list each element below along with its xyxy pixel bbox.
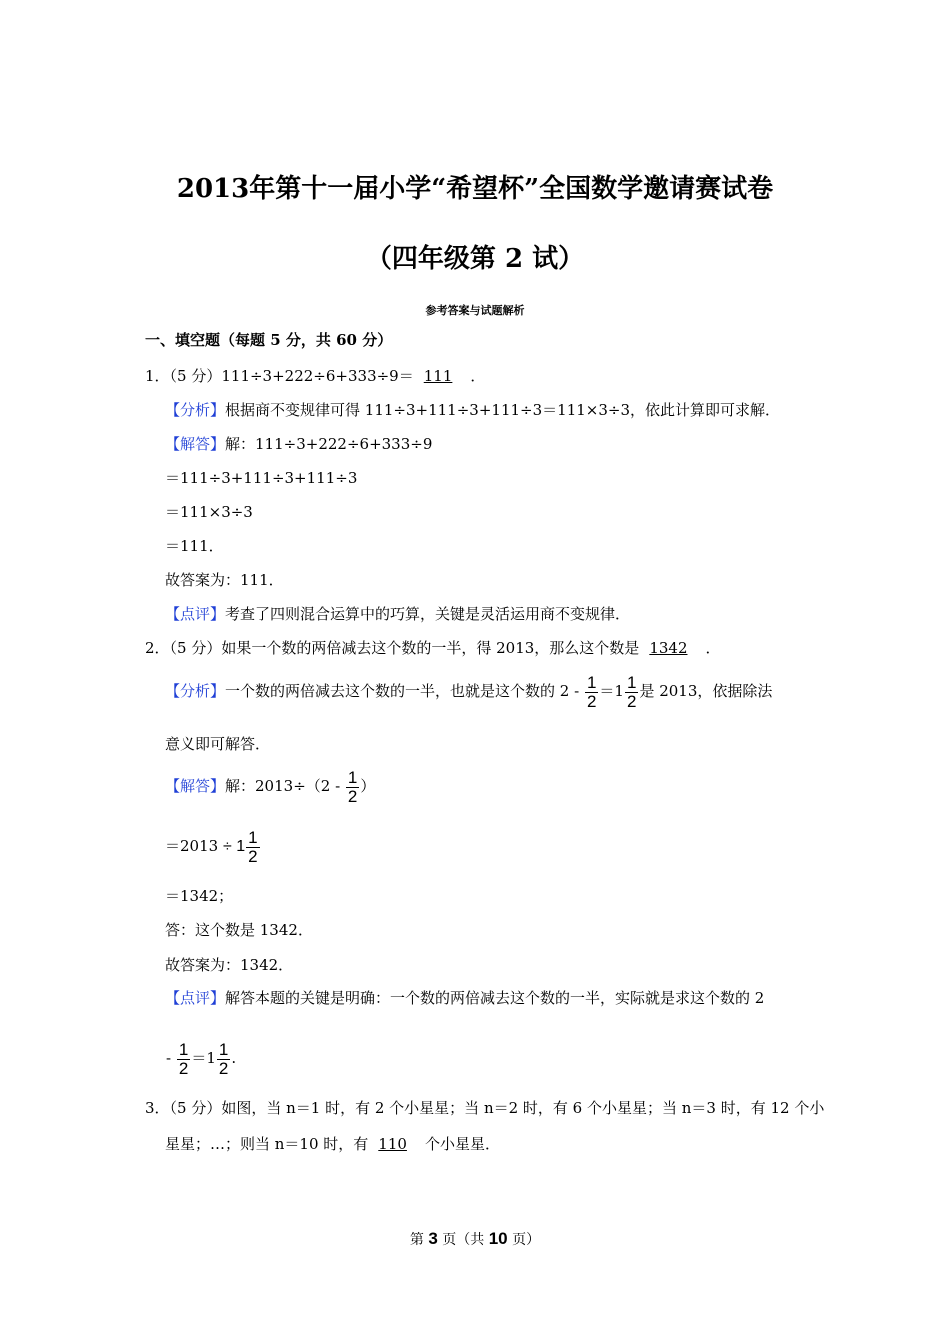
q2-comment — [165, 988, 764, 1008]
q2-comment-continued — [166, 1038, 236, 1078]
q2-answer: 1342 — [649, 639, 688, 657]
analysis-tag: 【分析】 — [165, 682, 226, 700]
q2-stem — [145, 638, 721, 658]
q2-step-1-op: ÷ 1 — [222, 838, 246, 855]
fraction-one-half: $\frac{1}{2}$ — [347, 767, 358, 806]
q2-solution — [165, 766, 375, 806]
q2-step-2: ＝1342； — [165, 887, 234, 905]
q2-analysis-text-c: 意义即可解答． — [165, 735, 271, 753]
comment-tag: 【点评】 — [165, 605, 226, 623]
q1-comment — [165, 604, 630, 624]
q3-stem-end: 个小星星． — [424, 1135, 500, 1153]
footer-middle: 页（共 — [442, 1232, 485, 1248]
solution-tag: 【解答】 — [165, 435, 226, 453]
page-number: 3 — [428, 1229, 438, 1248]
q1-stem — [145, 366, 485, 386]
q2-step-1-text: ＝2013 — [165, 837, 219, 855]
q2-comment-end: . — [231, 1049, 237, 1067]
q2-stem-end: ． — [705, 639, 721, 657]
fraction-mixed-half: $\frac{1}{2}$ — [248, 827, 258, 866]
document-subtitle-grade: （四年级第 2 试） — [365, 244, 585, 274]
q3-stem-line1: 3．（5 分）如图，当 n＝1 时，有 2 个小星星；当 n＝2 时，有 6 个小星星；当 n＝3 时，有 12 个小 — [145, 1099, 825, 1117]
q2-reply: 答：这个数是 1342． — [165, 921, 313, 939]
footer-suffix: 页） — [512, 1232, 541, 1248]
q2-step-1 — [165, 826, 261, 867]
q1-stem-text: 1．（5 分）111÷3+222÷6+333÷9＝ — [145, 367, 414, 385]
fraction-one-half: $\frac{1}{2}$ — [586, 672, 597, 711]
q2-comment-minus: - — [166, 1049, 172, 1067]
document-title: 2013年第十一届小学“希望杯”全国数学邀请赛试卷 — [176, 174, 774, 204]
q2-analysis — [165, 671, 772, 711]
q1-step-2: ＝111×3÷3 — [165, 503, 253, 521]
page-footer — [0, 1229, 950, 1249]
q1-analysis-text: 根据商不变规律可得 111÷3+111÷3+111÷3＝111×3÷3，依此计算即可求解． — [225, 401, 781, 419]
q1-answer: 111 — [423, 367, 453, 385]
q1-step-1: ＝111÷3+111÷3+111÷3 — [165, 469, 358, 487]
fraction-mixed-half: $\frac{1}{2}$ — [626, 672, 637, 711]
section-heading: 一、填空题（每题 5 分，共 60 分） — [145, 331, 393, 349]
fraction-mixed-half: $\frac{1}{2}$ — [218, 1039, 229, 1078]
q3-answer: 110 — [378, 1135, 407, 1153]
q1-step-3: ＝111． — [165, 537, 224, 555]
footer-prefix: 第 — [409, 1232, 424, 1248]
q2-analysis-eq: ＝1 — [599, 682, 624, 700]
solution-tag: 【解答】 — [165, 777, 226, 795]
q1-solution — [165, 434, 432, 454]
q1-comment-text: 考查了四则混合运算中的巧算，关键是灵活运用商不变规律． — [225, 605, 631, 623]
q1-stem-end: ． — [470, 367, 486, 385]
q2-analysis-text-b: 是 2013，依据除法 — [639, 682, 773, 700]
q2-analysis-text-a: 一个数的两倍减去这个数的一半，也就是这个数的 2 - — [225, 682, 580, 700]
q3-stem-text: 星星；…；则当 n＝10 时，有 — [165, 1135, 369, 1153]
q1-solution-text: 解：111÷3+222÷6+333÷9 — [225, 435, 433, 453]
page-total: 10 — [488, 1229, 508, 1248]
q2-comment-text-a: 解答本题的关键是明确：一个数的两倍减去这个数的一半，实际就是求这个数的 2 — [225, 989, 765, 1007]
analysis-tag: 【分析】 — [165, 401, 226, 419]
q1-final-answer: 故答案为：111． — [165, 571, 284, 589]
q2-comment-eq: ＝1 — [191, 1049, 216, 1067]
q1-analysis — [165, 400, 780, 420]
comment-tag: 【点评】 — [165, 989, 226, 1007]
q2-final-answer: 故答案为：1342． — [165, 956, 294, 974]
q2-stem-text: 2．（5 分）如果一个数的两倍减去这个数的一半，得 2013，那么这个数是 — [145, 639, 640, 657]
fraction-one-half: $\frac{1}{2}$ — [178, 1039, 189, 1078]
q3-stem-line2 — [165, 1134, 500, 1154]
q2-solution-text-a: 解：2013÷（2 - — [225, 777, 341, 795]
q2-solution-text-b: ） — [360, 777, 376, 795]
answer-analysis-label: 参考答案与试题解析 — [425, 304, 525, 317]
